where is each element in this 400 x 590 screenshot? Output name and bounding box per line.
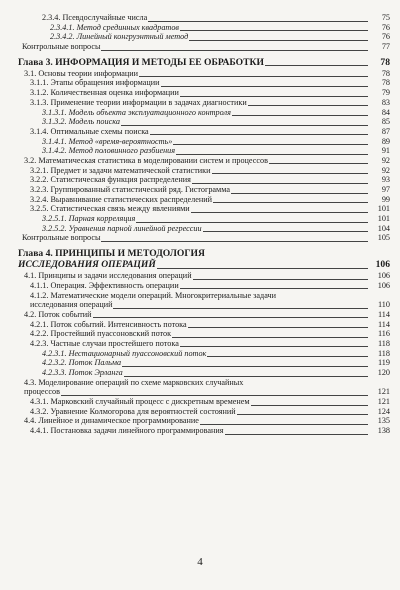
toc-entry-title: 3.2.5.1. Парная корреляция bbox=[42, 214, 136, 224]
toc-entry-page: 83 bbox=[368, 98, 390, 108]
toc-entry-page: 78 bbox=[368, 58, 390, 68]
toc-row bbox=[0, 78, 400, 88]
toc-entry-page: 89 bbox=[368, 137, 390, 147]
toc-row bbox=[0, 117, 400, 127]
toc-entry-title: Глава 3. ИНФОРМАЦИЯ И МЕТОДЫ ЕЕ ОБРАБОТКИ bbox=[18, 56, 264, 68]
toc-row bbox=[0, 13, 400, 23]
toc-entry-title: 2.3.4.2. Линейный конгруэнтный метод bbox=[50, 32, 189, 42]
toc-entry-title: 4.2.1. Поток событий. Интенсивность потока bbox=[30, 319, 187, 329]
toc-row bbox=[0, 42, 400, 52]
toc-entry-title: 3.1.4. Оптимальные схемы поиска bbox=[30, 126, 149, 136]
toc-row bbox=[0, 378, 400, 388]
toc-row bbox=[0, 233, 400, 243]
toc-row bbox=[0, 320, 400, 330]
toc-entry-title: 3.1.2. Количественная оценка информации bbox=[30, 88, 179, 98]
toc-row bbox=[0, 185, 400, 195]
toc-entry-page: 91 bbox=[368, 146, 390, 156]
toc-entry-page: 76 bbox=[368, 32, 390, 42]
toc-entry-title: 3.1.4.1. Метод «время-вероятность» bbox=[42, 136, 173, 146]
toc-entry-title: 4.3.1. Марковский случайный процесс с дискретным временем bbox=[30, 397, 250, 407]
toc-entry-title: ИССЛЕДОВАНИЯ ОПЕРАЦИЙ bbox=[18, 259, 156, 271]
toc-entry-page: 121 bbox=[368, 387, 390, 397]
toc-row bbox=[0, 368, 400, 378]
toc-entry-title: 4.2.3.3. Поток Эрланга bbox=[42, 368, 123, 377]
toc-entry-page: 79 bbox=[368, 88, 390, 98]
toc-row bbox=[0, 156, 400, 166]
toc-entry-title: 4.2.3.2. Поток Пальма bbox=[42, 358, 122, 368]
toc-entry-page: 101 bbox=[368, 204, 390, 214]
toc-entry-page: 106 bbox=[368, 281, 390, 291]
toc-entry-page: 120 bbox=[368, 368, 390, 378]
page-number: 4 bbox=[197, 556, 203, 568]
toc-entry-page: 93 bbox=[368, 175, 390, 185]
toc-entry-page: 76 bbox=[368, 23, 390, 33]
toc-entry-page: 114 bbox=[368, 310, 390, 320]
toc-entry-page: 84 bbox=[368, 108, 390, 118]
toc-entry-title: 4.3.2. Уравнение Колмогорова для вероятностей состояний bbox=[30, 406, 236, 416]
toc-row bbox=[0, 32, 400, 42]
toc-row bbox=[0, 166, 400, 176]
toc-entry-title: 4.4.1. Постановка задачи линейного программирования bbox=[30, 426, 224, 436]
toc-row bbox=[0, 69, 400, 79]
toc-row bbox=[0, 108, 400, 118]
toc-entry-title: 2.3.4.1. Метод срединных квадратов bbox=[50, 22, 179, 32]
toc-entry-title: 3.1.3.1. Модель объекта эксплуатационного контроля bbox=[42, 107, 231, 117]
toc-entry-page: 138 bbox=[368, 426, 390, 436]
toc-entry-page: 77 bbox=[368, 42, 390, 52]
table-of-contents bbox=[0, 13, 400, 436]
toc-entry-page: 99 bbox=[368, 195, 390, 205]
toc-row bbox=[0, 281, 400, 291]
toc-entry-title: Контрольные вопросы bbox=[22, 42, 101, 52]
toc-chapter-row bbox=[0, 260, 400, 271]
toc-entry-title: 4.2. Поток событий bbox=[24, 309, 92, 319]
toc-row bbox=[0, 426, 400, 436]
toc-entry-title: 3.2.3. Группированный статистический ряд. Гистограмма bbox=[30, 185, 230, 194]
toc-entry-title: 3.2.2. Статистическая функция распределения bbox=[30, 175, 191, 185]
toc-row bbox=[0, 407, 400, 417]
toc-entry-page: 118 bbox=[368, 339, 390, 349]
toc-entry-title: 2.3.4. Псевдослучайные числа bbox=[42, 13, 148, 22]
toc-entry-page: 116 bbox=[368, 329, 390, 339]
toc-row bbox=[0, 195, 400, 205]
toc-row bbox=[0, 88, 400, 98]
toc-row bbox=[0, 310, 400, 320]
toc-entry-page: 92 bbox=[368, 156, 390, 166]
toc-row bbox=[0, 214, 400, 224]
toc-row bbox=[0, 175, 400, 185]
toc-entry-title: исследования операций bbox=[30, 300, 113, 310]
toc-entry-title: 3.2.4. Выравнивание статистических распределений bbox=[30, 194, 213, 204]
toc-entry-page: 106 bbox=[368, 271, 390, 281]
toc-entry-title: 4.2.3.1. Нестационарный пуассоновский поток bbox=[42, 348, 207, 358]
toc-entry-title: 4.2.3. Частные случаи простейшего потока bbox=[30, 338, 179, 348]
toc-row bbox=[0, 397, 400, 407]
toc-entry-page: 75 bbox=[368, 13, 390, 23]
toc-entry-page: 85 bbox=[368, 117, 390, 127]
toc-row bbox=[0, 329, 400, 339]
toc-entry-page: 106 bbox=[368, 260, 390, 270]
toc-row bbox=[0, 146, 400, 156]
toc-chapter-row bbox=[0, 58, 400, 69]
toc-entry-page: 114 bbox=[368, 320, 390, 330]
toc-entry-page: 104 bbox=[368, 224, 390, 234]
toc-entry-page: 110 bbox=[368, 300, 390, 310]
toc-row bbox=[0, 137, 400, 147]
toc-entry-page: 92 bbox=[368, 166, 390, 176]
toc-row bbox=[0, 416, 400, 426]
toc-entry-page: 97 bbox=[368, 185, 390, 195]
toc-leader-line bbox=[24, 395, 368, 396]
toc-row bbox=[0, 224, 400, 234]
toc-entry-title: 3.1.4.2. Метод половинного разбиения bbox=[42, 146, 176, 156]
toc-row bbox=[0, 387, 400, 397]
toc-entry-title: 4.4. Линейное и динамическое программирование bbox=[24, 416, 199, 426]
toc-entry-page: 119 bbox=[368, 358, 390, 368]
toc-entry-title: 3.1.3.2. Модель поиска bbox=[42, 117, 120, 127]
toc-entry-title: 4.1.2. Математические модели операций. Многокритериальные задачи bbox=[30, 290, 277, 300]
toc-row bbox=[0, 358, 400, 368]
toc-row bbox=[0, 300, 400, 310]
toc-entry-page: 121 bbox=[368, 397, 390, 407]
toc-entry-page: 135 bbox=[368, 416, 390, 426]
toc-entry-page: 78 bbox=[368, 78, 390, 88]
toc-row bbox=[0, 23, 400, 33]
toc-entry-title: 3.1.1. Этапы обращения информации bbox=[30, 78, 160, 88]
toc-entry-title: 3.2. Математическая статистика в моделировании систем и процессов bbox=[24, 155, 268, 165]
toc-entry-title: 3.1.3. Применение теории информации в задачах диагностики bbox=[30, 97, 247, 107]
toc-entry-page: 105 bbox=[368, 233, 390, 243]
toc-entry-title: 4.1.1. Операция. Эффективность операции bbox=[30, 280, 179, 290]
toc-row bbox=[0, 349, 400, 359]
toc-row bbox=[0, 127, 400, 137]
toc-row bbox=[0, 339, 400, 349]
toc-entry-title: 4.1. Принципы и задачи исследования операций bbox=[24, 271, 192, 281]
toc-entry-page: 87 bbox=[368, 127, 390, 137]
toc-entry-title: 4.2.2. Простейший пуассоновский поток bbox=[30, 329, 172, 339]
toc-entry-title: 3.2.5. Статистическая связь между явлениями bbox=[30, 204, 190, 214]
toc-row bbox=[0, 271, 400, 281]
toc-entry-title: 3.2.5.2. Уравнения парной линейной регрессии bbox=[42, 223, 202, 233]
toc-row bbox=[0, 98, 400, 108]
toc-entry-title: 3.2.1. Предмет и задачи математической статистики bbox=[30, 165, 211, 175]
toc-entry-page: 78 bbox=[368, 69, 390, 79]
toc-entry-title: 4.3. Моделирование операций по схеме марковских случайных bbox=[24, 377, 244, 387]
toc-entry-page: 101 bbox=[368, 214, 390, 224]
toc-row bbox=[0, 291, 400, 301]
toc-entry-title: Контрольные вопросы bbox=[22, 233, 101, 243]
toc-entry-title: процессов bbox=[24, 387, 61, 397]
toc-entry-title: 3.1. Основы теории информации bbox=[24, 68, 139, 78]
toc-entry-title: Глава 4. ПРИНЦИПЫ И МЕТОДОЛОГИЯ bbox=[18, 248, 205, 260]
toc-entry-page: 118 bbox=[368, 349, 390, 359]
toc-entry-page: 124 bbox=[368, 407, 390, 417]
toc-row bbox=[0, 204, 400, 214]
